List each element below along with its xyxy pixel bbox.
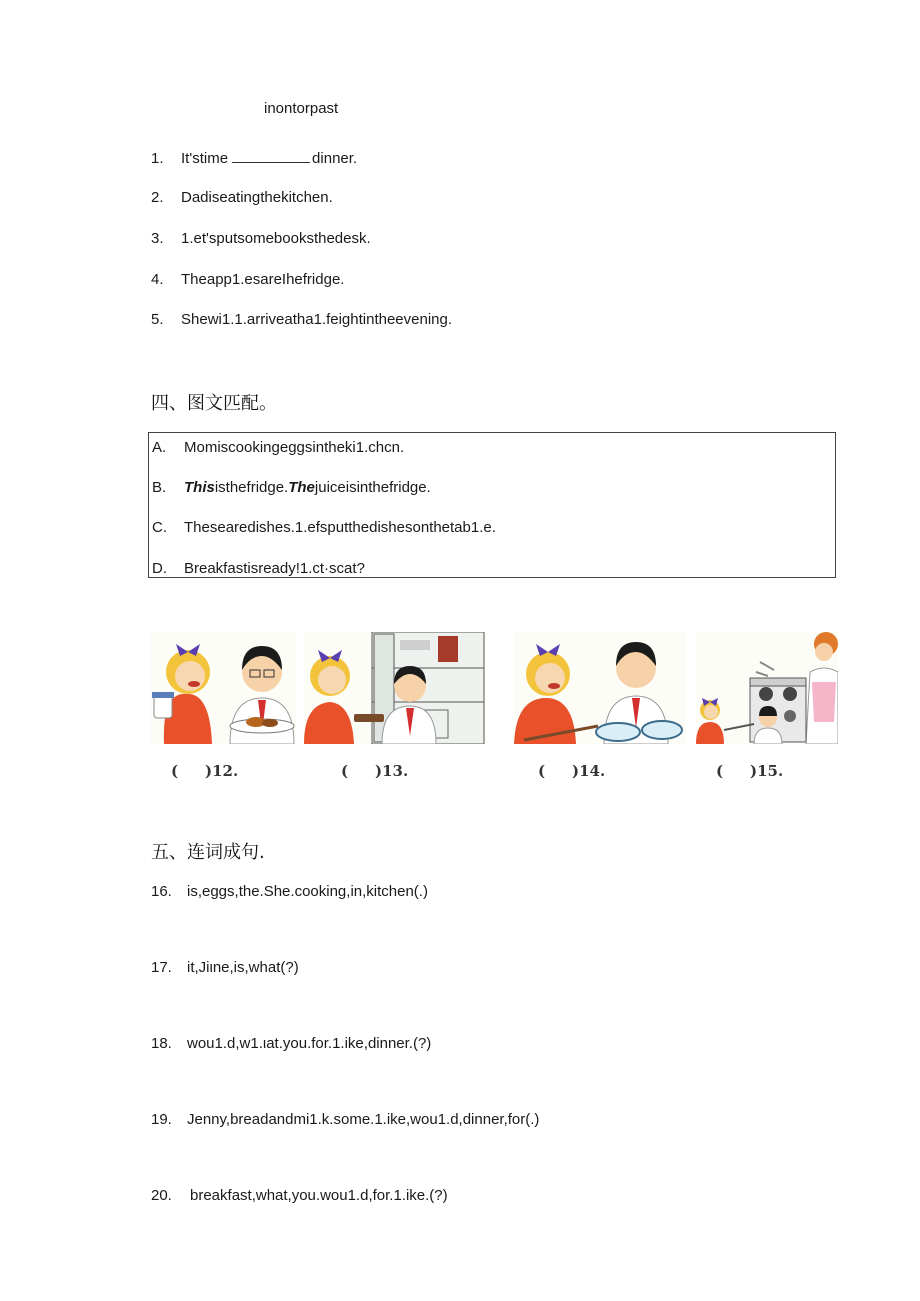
option-b (152, 479, 431, 496)
caption-number: )12. (205, 762, 239, 780)
caption-open-paren[interactable]: ( (171, 762, 179, 780)
question-number: 5. (151, 311, 164, 328)
question-number: 18. (151, 1035, 172, 1052)
caption-open-paren[interactable]: ( (341, 762, 349, 780)
picture-strip (150, 632, 838, 744)
question-1 (151, 148, 357, 167)
question-2 (151, 189, 333, 206)
picture-12 (150, 632, 296, 744)
caption-12 (171, 762, 238, 780)
option-letter: C. (152, 519, 167, 536)
word-bank: inontorpast (264, 100, 339, 117)
option-text: Thesearedishes.1.efsputthedishesonthetab1.e. (184, 519, 496, 536)
question-19 (151, 1111, 539, 1128)
question-number: 1. (151, 150, 164, 167)
question-text: wou1.d,w1.ιat.you.for.1.ike,dinner.(?) (187, 1035, 432, 1052)
question-text: it,Jiιne,is,what(?) (187, 959, 299, 976)
question-20 (151, 1187, 448, 1204)
option-letter: D. (152, 560, 167, 577)
answer-blank[interactable] (232, 148, 310, 163)
caption-number: )15. (750, 762, 784, 780)
question-number: 4. (151, 271, 164, 288)
question-number: 3. (151, 230, 164, 247)
question-4 (151, 271, 344, 288)
caption-number: )13. (375, 762, 409, 780)
option-bold-word: This (184, 479, 215, 496)
caption-number: )14. (572, 762, 606, 780)
question-number: 17. (151, 959, 172, 976)
question-text-before: It'stime (181, 150, 229, 167)
question-text: Dadiseatingthekitchen. (181, 189, 333, 206)
question-3 (151, 230, 371, 247)
question-text: is,eggs,the.She.cooking,in,kitchen(.) (187, 883, 428, 900)
picture-13 (304, 632, 486, 744)
question-text-after: dinner. (312, 150, 358, 167)
options-box (148, 432, 836, 578)
question-text: Jenny,breadandmi1.k.some.1.ike,wou1.d,dinner,for(.) (187, 1111, 540, 1128)
option-text: Momiscookingeggsintheki1.chcn. (184, 439, 405, 456)
question-text: Theapp1.esareIhefridge. (181, 271, 345, 288)
section-5-title: 五、连词成句. (151, 842, 265, 863)
question-text: breakfast,what,you.wou1.d,for.1.ike.(?) (190, 1187, 448, 1204)
question-number: 16. (151, 883, 172, 900)
question-16 (151, 883, 428, 900)
caption-15 (716, 762, 783, 780)
question-text: 1.et'sputsomebooksthedesk. (181, 230, 371, 247)
option-d (152, 560, 365, 577)
picture-14 (514, 632, 686, 744)
caption-open-paren[interactable]: ( (716, 762, 724, 780)
caption-13 (341, 762, 408, 780)
option-text: isthefridge. (214, 479, 289, 496)
caption-open-paren[interactable]: ( (538, 762, 546, 780)
question-number: 20. (151, 1187, 172, 1204)
option-bold-word: The (288, 479, 315, 496)
option-letter: B. (152, 479, 167, 496)
question-number: 19. (151, 1111, 172, 1128)
question-text: Shewi1.1.arriveatha1.feightintheevening. (181, 311, 453, 328)
question-17 (151, 959, 299, 976)
question-5 (151, 311, 452, 328)
question-number: 2. (151, 189, 164, 206)
option-c (152, 519, 496, 536)
caption-14 (538, 762, 605, 780)
question-18 (151, 1035, 431, 1052)
option-text: juiceisinthefridge. (314, 479, 431, 496)
option-a (152, 439, 404, 456)
option-letter: A. (152, 439, 167, 456)
section-4-title: 四、图文匹配。 (151, 393, 277, 414)
option-text: Breakfastisready!1.ct·scat? (184, 560, 365, 577)
picture-15 (696, 632, 838, 744)
